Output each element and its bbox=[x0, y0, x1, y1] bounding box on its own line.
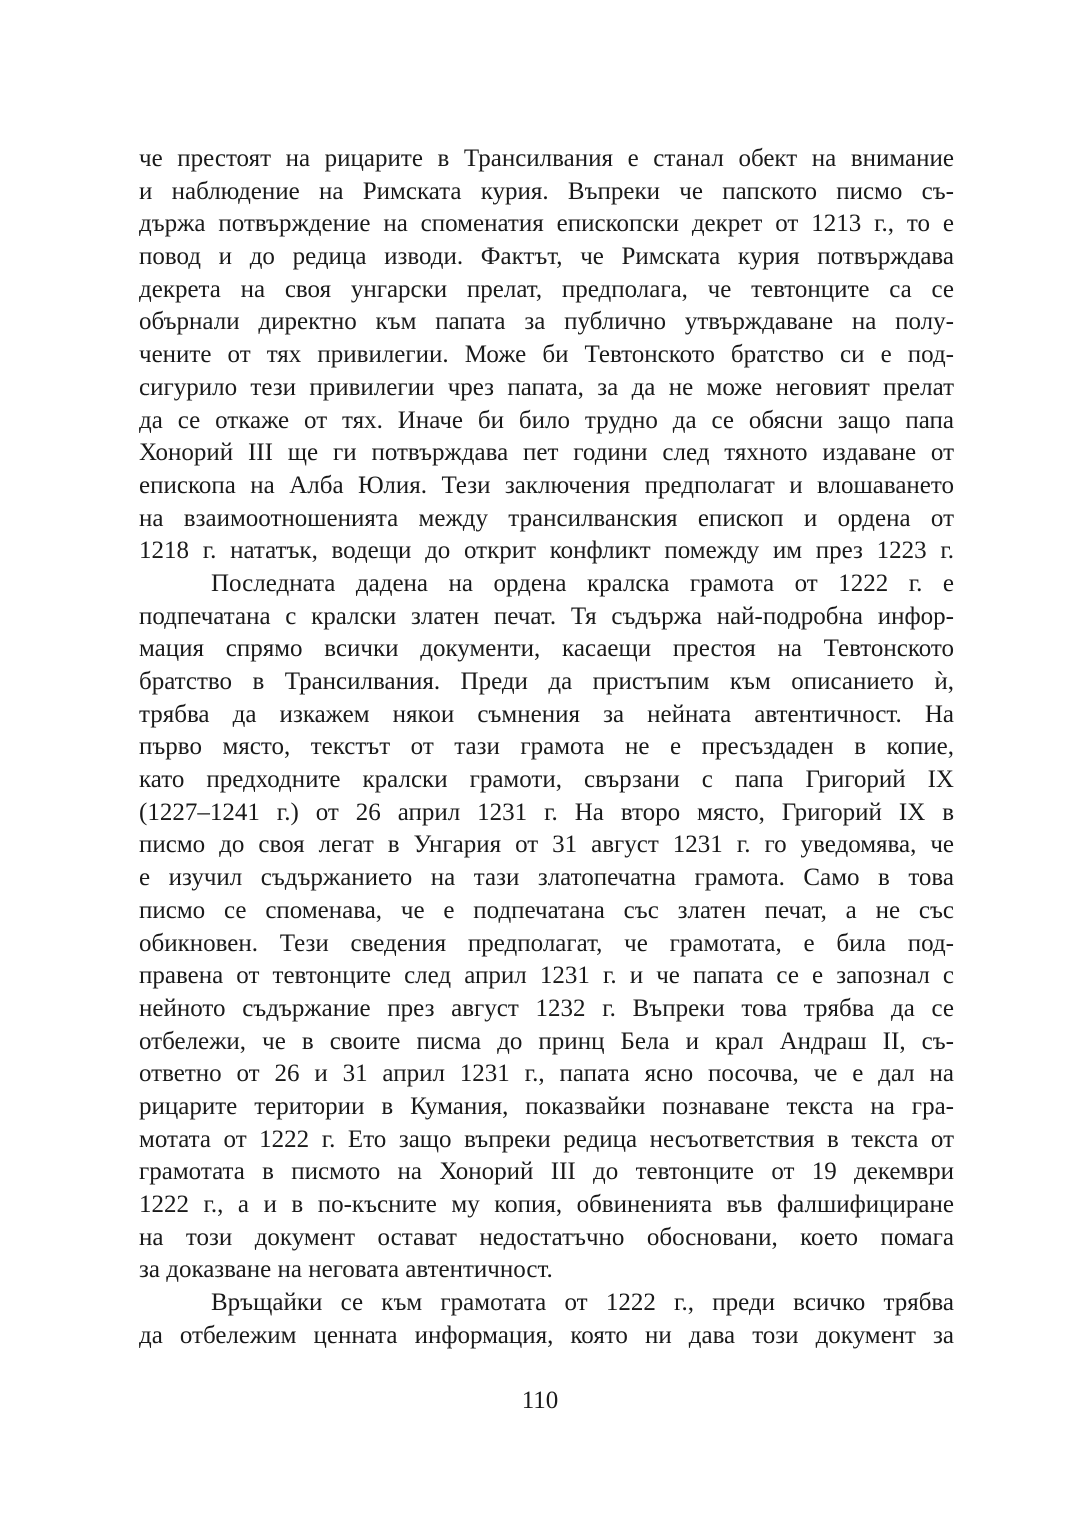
text-line: грамотата в писмото на Хонорий III до тевтонците от 19 декември bbox=[139, 1158, 954, 1186]
text-line: като предходните кралски грамоти, свързани с папа Григорий IX bbox=[139, 766, 954, 794]
text-line: писмо се споменава, че е подпечатана със златен печат, а не със bbox=[139, 896, 954, 924]
text-line: подпечатана с кралски златен печат. Тя съдържа най-подробна инфор- bbox=[139, 602, 954, 630]
text-line: трябва да изкажем някои съмнения за нейната автентичност. На bbox=[139, 700, 954, 728]
text-line: Хонорий III ще ги потвърждава пет години след тяхното издаване от bbox=[139, 439, 954, 467]
page-number: 110 bbox=[521, 1387, 559, 1414]
text-line: отбележи, че в своите писма до принц Бела и крал Андраш II, съ- bbox=[139, 1027, 954, 1055]
text-line-paragraph-end: за доказване на неговата автентичност. bbox=[139, 1256, 553, 1284]
text-line: декрета на своя унгарски прелат, предполага, че тевтонците са се bbox=[139, 275, 954, 303]
text-line-paragraph-start: Последната дадена на ордена кралска грамота от 1222 г. е bbox=[211, 569, 954, 597]
text-line: мотата от 1222 г. Ето защо въпреки редица несъответствия в текста от bbox=[139, 1125, 954, 1153]
text-line: сигурило тези привилегии чрез папата, за да не може неговият прелат bbox=[139, 373, 954, 401]
text-line: ответно от 26 и 31 април 1231 г., папата ясно посочва, че е дал на bbox=[139, 1060, 954, 1088]
text-line: (1227–1241 г.) от 26 април 1231 г. На второ място, Григорий IX в bbox=[139, 798, 954, 826]
text-line: правена от тевтонците след април 1231 г. и че папата се е запознал с bbox=[139, 962, 954, 990]
text-line: нейното съдържание през август 1232 г. Въпреки това трябва да се bbox=[139, 994, 954, 1022]
text-line: на взаимоотношенията между трансилванския епископ и ордена от bbox=[139, 504, 954, 532]
text-line: братство в Трансилвания. Преди да пристъпим към описанието ѝ, bbox=[139, 668, 954, 695]
text-line: на този документ остават недостатъчно обосновани, което помага bbox=[139, 1223, 954, 1251]
text-line: рицарите територии в Кумания, показвайки познаване текста на гра- bbox=[139, 1092, 954, 1120]
text-line: 1222 г., а и в по-късните му копия, обвиненията във фалшифициране bbox=[139, 1191, 954, 1218]
text-line: мация спрямо всички документи, касаещи престоя на Тевтонското bbox=[139, 635, 954, 663]
text-line: епископа на Алба Юлия. Тези заключения предполагат и влошаването bbox=[139, 471, 954, 499]
text-line: и наблюдение на Римската курия. Въпреки че папското писмо съ- bbox=[139, 177, 954, 205]
text-line: чените от тях привилегии. Може би Тевтонското братство си е под- bbox=[139, 341, 954, 369]
text-line-paragraph-start: Връщайки се към грамотата от 1222 г., преди всичко трябва bbox=[211, 1289, 954, 1317]
text-line: да се откаже от тях. Иначе би било трудно да се обясни защо папа bbox=[139, 406, 954, 434]
text-line: да отбележим ценната информация, която ни дава този документ за bbox=[139, 1321, 954, 1349]
text-line: първо място, текстът от тази грамота не е пресъздаден в копие, bbox=[139, 733, 954, 761]
text-line: писмо до своя легат в Унгария от 31 август 1231 г. го уведомява, че bbox=[139, 831, 954, 859]
text-line: че престоят на рицарите в Трансилвания е станал обект на внимание bbox=[139, 145, 954, 172]
text-line: повод и до редица изводи. Фактът, че Римската курия потвърждава bbox=[139, 243, 954, 271]
body-text bbox=[139, 143, 954, 1352]
text-line: е изучил съдържанието на тази златопечатна грамота. Само в това bbox=[139, 864, 954, 892]
text-line: обикновен. Тези сведения предполагат, че грамотата, е била под- bbox=[139, 929, 954, 957]
text-line: обърнали директно към папата за публично утвърждаване на полу- bbox=[139, 308, 954, 336]
text-line: държа потвърждение на споменатия епископски декрет от 1213 г., то е bbox=[139, 210, 954, 238]
text-line: 1218 г. нататък, водещи до открит конфликт помежду им през 1223 г. bbox=[139, 537, 954, 565]
